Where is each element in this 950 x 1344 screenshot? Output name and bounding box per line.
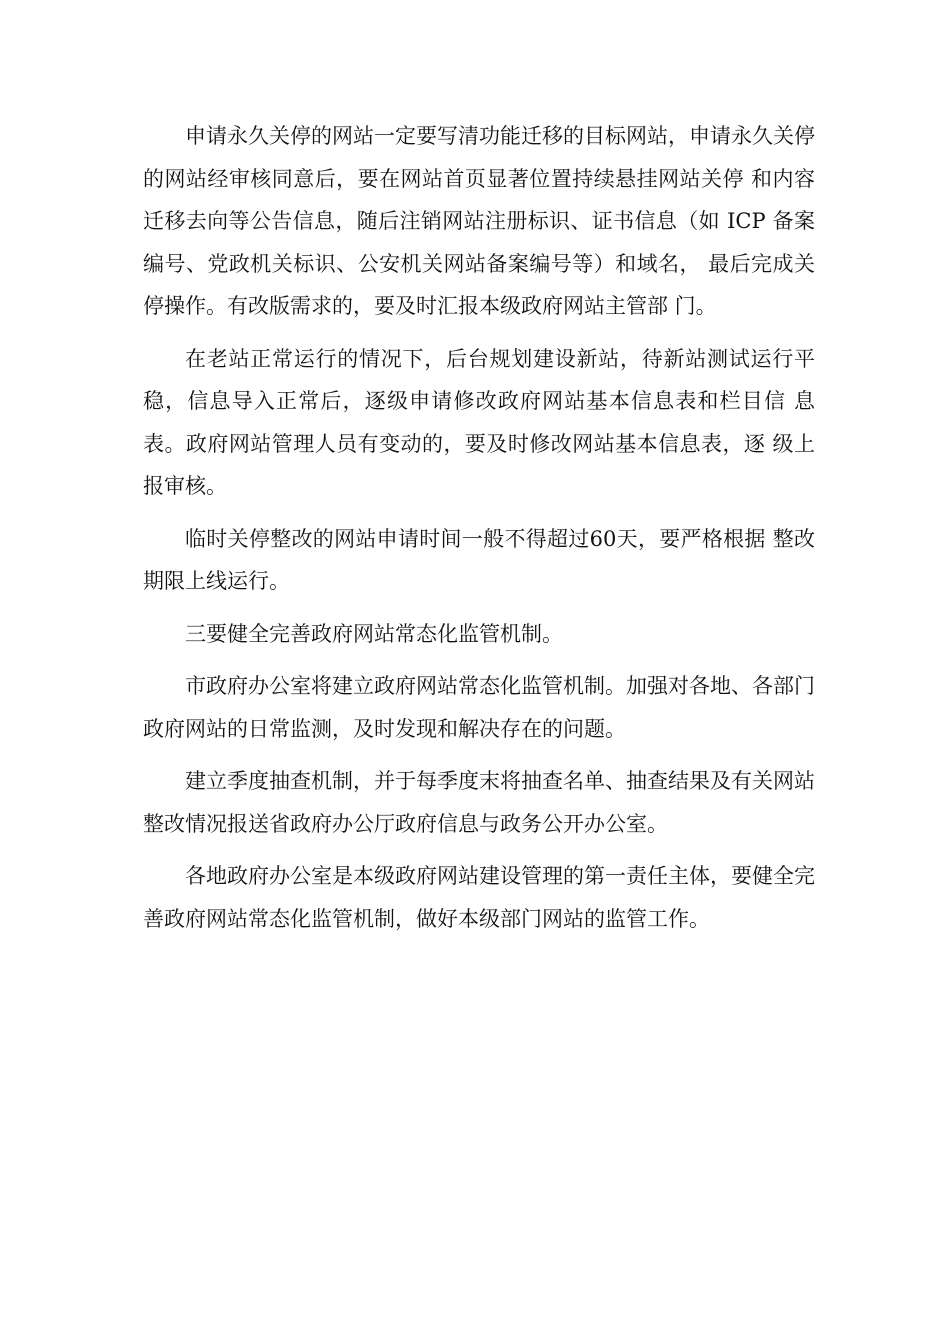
paragraph-monitoring-mechanism: 市政府办公室将建立政府网站常态化监管机制。加强对各地、各部门政府网站的日常监测，及时发现和解决存在的问题。 <box>143 674 815 741</box>
paragraph-new-site-build: 在老站正常运行的情况下，后台规划建设新站，待新站测试运行平稳，信息导入正常后，逐级申请修改政府网站基本信息表和栏目信 息表。政府网站管理人员有变动的，要及时修改网站基本信息表，逐 级上报审核。 <box>143 346 815 498</box>
paragraph-temporary-closure: 临时关停整改的网站申请时间一般不得超过60天，要严格根据 整改期限上线运行。 <box>143 526 815 593</box>
paragraph-website-closure: 申请永久关停的网站一定要写清功能迁移的目标网站，申请永久关停的网站经审核同意后，要在网站首页显著位置持续悬挂网站关停 和内容迁移去向等公告信息，随后注销网站注册标识、证书信息（如 ICP 备案编号、党政机关标识、公安机关网站备案编号等）和域名， 最后完成关停操作。有改版需求的，要及时汇报本级政府网站主管部 门。 <box>143 124 815 318</box>
document-body <box>143 115 815 950</box>
paragraph-section-heading: 三要健全完善政府网站常态化监管机制。 <box>185 621 563 646</box>
paragraph-responsibility: 各地政府办公室是本级政府网站建设管理的第一责任主体，要健全完善政府网站常态化监管机制，做好本级部门网站的监管工作。 <box>143 864 815 931</box>
paragraph-quarterly-inspection: 建立季度抽查机制，并于每季度末将抽查名单、抽查结果及有关网站整改情况报送省政府办公厅政府信息与政务公开办公室。 <box>143 769 815 836</box>
